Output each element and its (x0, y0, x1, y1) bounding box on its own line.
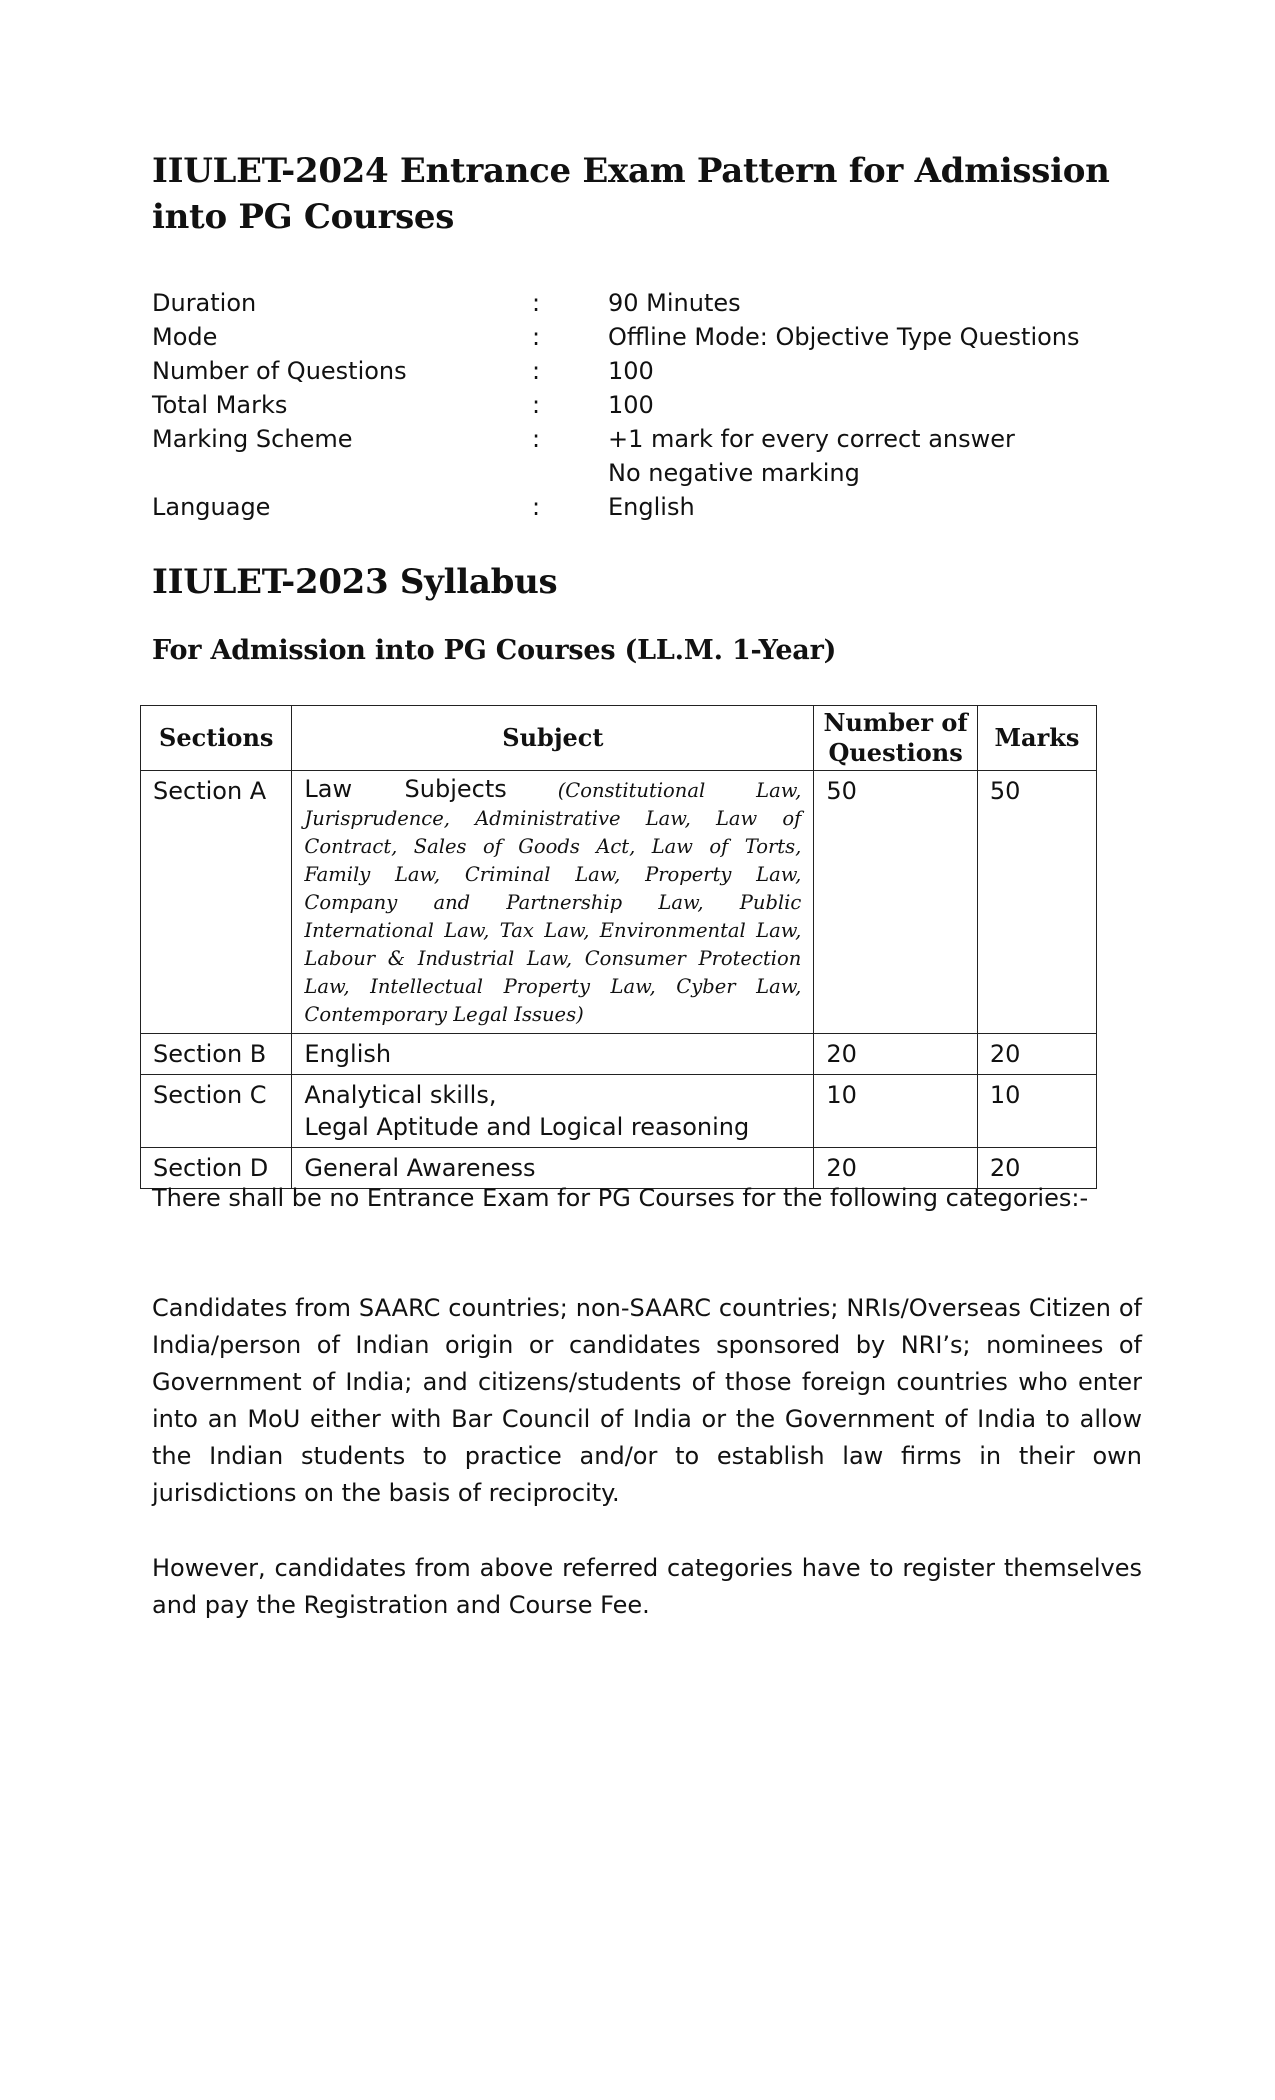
info-row-duration (152, 286, 1142, 320)
info-value: No negative marking (608, 459, 860, 487)
info-label: Marking Scheme (152, 425, 353, 453)
info-value: English (608, 493, 695, 521)
document-page (152, 148, 1142, 670)
info-value: 100 (608, 391, 654, 419)
info-label: Language (152, 493, 271, 521)
subject-line: Legal Aptitude and Logical reasoning (304, 1113, 750, 1141)
syllabus-subtitle: For Admission into PG Courses (LL.M. 1-Year) (152, 635, 837, 666)
info-label: Number of Questions (152, 357, 407, 385)
info-value: +1 mark for every correct answer (608, 425, 1015, 453)
info-row-mode (152, 320, 1142, 354)
cell-marks: 20 (977, 1034, 1096, 1075)
paragraph-registration-note: However, candidates from above referred categories have to register themselves and pay the Registration and Course Fee. (152, 1554, 1142, 1619)
paragraph-no-entrance-exam: There shall be no Entrance Exam for PG Courses for the following categories:- (152, 1184, 1089, 1212)
cell-questions: 20 (814, 1034, 978, 1075)
cell-section: Section A (141, 771, 292, 1034)
info-value: 90 Minutes (608, 289, 741, 317)
info-label: Total Marks (152, 391, 288, 419)
info-value: Offline Mode: Objective Type Questions (608, 323, 1080, 351)
info-colon: : (532, 425, 541, 453)
cell-questions: 10 (814, 1075, 978, 1148)
table-header-row (141, 706, 1097, 771)
info-row-marking-scheme-continued (152, 456, 1142, 490)
cell-questions: 20 (814, 1148, 978, 1189)
info-label: Mode (152, 323, 218, 351)
info-label (152, 456, 532, 490)
subject-detail: (Constitutional Law, Jurisprudence, Administrative Law, Law of Contract, Sales of Goods Act, Law of Torts, Family Law, Criminal Law, Property Law, Company and Partnership Law, Public International Law, Tax Law, Environmental Law, Labour & Industrial Law, Consumer Protection Law, Intellectual Property Law, Cyber Law, Contemporary Legal Issues) (304, 779, 802, 1026)
syllabus-table (140, 705, 1097, 1189)
info-colon: : (532, 289, 541, 317)
info-colon: : (532, 493, 541, 521)
cell-marks: 50 (977, 771, 1096, 1034)
pattern-title: IIULET-2024 Entrance Exam Pattern for Admission into PG Courses (152, 151, 1110, 237)
info-row-number-of-questions (152, 354, 1142, 388)
info-label: Duration (152, 289, 257, 317)
info-colon: : (532, 357, 541, 385)
cell-marks: 20 (977, 1148, 1096, 1189)
cell-section: Section D (141, 1148, 292, 1189)
subject-line: Analytical skills, (304, 1081, 497, 1109)
subject-law-list (304, 775, 801, 1029)
table-row (141, 1075, 1097, 1148)
cell-subject: General Awareness (292, 1148, 814, 1189)
info-colon: : (532, 391, 541, 419)
cell-marks: 10 (977, 1075, 1096, 1148)
info-value: 100 (608, 357, 654, 385)
paragraph-eligible-categories: Candidates from SAARC countries; non-SAARC countries; NRIs/Overseas Citizen of India/person of Indian origin or candidates sponsored by NRI’s; nominees of Government of India; and citizens/students of those foreign countries who enter into an MoU either with Bar Council of India or the Government of India to allow the Indian students to practice and/or to establish law firms in their own jurisdictions on the basis of reciprocity. (152, 1294, 1142, 1507)
info-colon (532, 456, 608, 490)
info-row-language (152, 490, 1142, 524)
header-number-of-questions: Number of Questions (814, 706, 978, 771)
exam-pattern-details (152, 286, 1142, 524)
cell-subject (292, 1075, 814, 1148)
table-row (141, 1034, 1097, 1075)
cell-section: Section C (141, 1075, 292, 1148)
info-row-marking-scheme (152, 422, 1142, 456)
info-colon: : (532, 323, 541, 351)
header-subject: Subject (292, 706, 814, 771)
header-marks: Marks (977, 706, 1096, 771)
cell-subject (292, 771, 814, 1034)
header-sections: Sections (141, 706, 292, 771)
syllabus-title: IIULET-2023 Syllabus (152, 562, 558, 602)
cell-subject: English (292, 1034, 814, 1075)
cell-section: Section B (141, 1034, 292, 1075)
cell-questions: 50 (814, 771, 978, 1034)
subject-lead: Law Subjects (304, 775, 507, 803)
table-row (141, 771, 1097, 1034)
info-row-total-marks (152, 388, 1142, 422)
